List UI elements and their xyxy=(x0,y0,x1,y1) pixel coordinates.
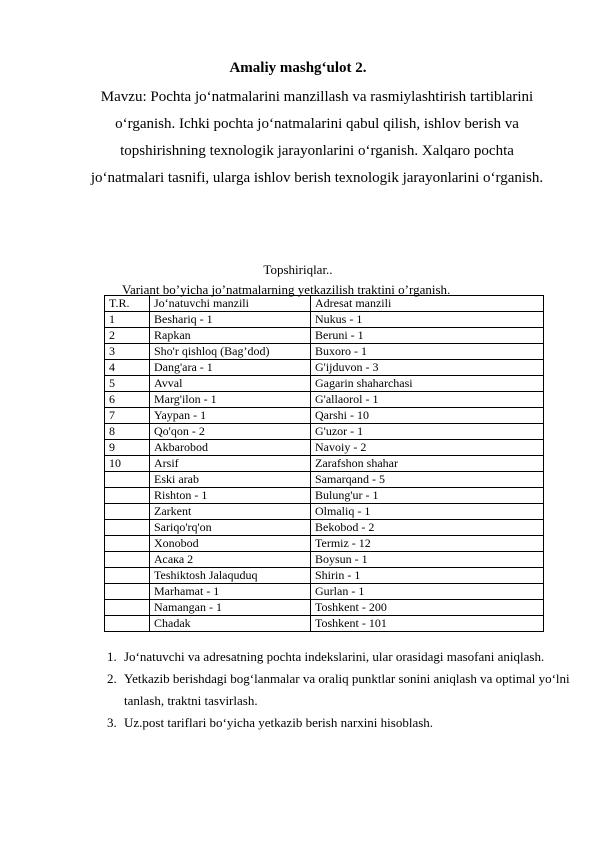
cell-sender: Teshiktosh Jalaquduq xyxy=(150,568,311,584)
table-row xyxy=(105,456,544,472)
table-row xyxy=(105,440,544,456)
table-row xyxy=(105,616,544,632)
task-list xyxy=(102,646,570,734)
task-item: 1. Jo‘natuvchi va adresatning pochta indekslarini, ular orasidagi masofani aniqlash. xyxy=(120,646,570,668)
cell-recipient: G'ijduvon - 3 xyxy=(311,360,544,376)
cell-number: 6 xyxy=(105,392,150,408)
cell-recipient: Samarqand - 5 xyxy=(311,472,544,488)
cell-recipient: Shirin - 1 xyxy=(311,568,544,584)
cell-number xyxy=(105,600,150,616)
cell-number: 9 xyxy=(105,440,150,456)
cell-recipient: Olmaliq - 1 xyxy=(311,504,544,520)
cell-number: 3 xyxy=(105,344,150,360)
cell-recipient: Bulung'ur - 1 xyxy=(311,488,544,504)
cell-number xyxy=(105,552,150,568)
cell-sender: Sariqo'rq'on xyxy=(150,520,311,536)
table-row xyxy=(105,584,544,600)
cell-recipient: G'uzor - 1 xyxy=(311,424,544,440)
cell-sender: Beshariq - 1 xyxy=(150,312,311,328)
cell-sender: Yaypan - 1 xyxy=(150,408,311,424)
table-header-row xyxy=(105,296,544,312)
table-row xyxy=(105,328,544,344)
cell-recipient: Navoiy - 2 xyxy=(311,440,544,456)
cell-sender: Zarkent xyxy=(150,504,311,520)
table-row xyxy=(105,360,544,376)
cell-recipient: Buxoro - 1 xyxy=(311,344,544,360)
cell-number: 4 xyxy=(105,360,150,376)
cell-sender: Arsif xyxy=(150,456,311,472)
cell-sender: Namangan - 1 xyxy=(150,600,311,616)
cell-recipient: Nukus - 1 xyxy=(311,312,544,328)
cell-sender: Chadak xyxy=(150,616,311,632)
header-cell-number: T.R. xyxy=(105,296,150,312)
cell-sender: Eski arab xyxy=(150,472,311,488)
cell-number: 10 xyxy=(105,456,150,472)
table-row xyxy=(105,600,544,616)
table-row xyxy=(105,504,544,520)
cell-recipient: Boysun - 1 xyxy=(311,552,544,568)
header-cell-recipient: Adresat manzili xyxy=(311,296,544,312)
cell-number xyxy=(105,584,150,600)
table-row xyxy=(105,552,544,568)
page-title: Amaliy mashg‘ulot 2. xyxy=(229,60,367,76)
table-row xyxy=(105,408,544,424)
cell-recipient: Beruni - 1 xyxy=(311,328,544,344)
cell-sender: Sho'r qishloq (Bag’dod) xyxy=(150,344,311,360)
cell-number: 5 xyxy=(105,376,150,392)
cell-recipient: Gurlan - 1 xyxy=(311,584,544,600)
cell-sender: Rapkan xyxy=(150,328,311,344)
cell-number xyxy=(105,472,150,488)
cell-recipient: Termiz - 12 xyxy=(311,536,544,552)
table-row xyxy=(105,472,544,488)
cell-recipient: Bekobod - 2 xyxy=(311,520,544,536)
cell-sender: Qo'qon - 2 xyxy=(150,424,311,440)
cell-sender: Akbarobod xyxy=(150,440,311,456)
cell-sender: Rishton - 1 xyxy=(150,488,311,504)
cell-recipient: Gagarin shaharchasi xyxy=(311,376,544,392)
cell-recipient: Zarafshon shahar xyxy=(311,456,544,472)
cell-number xyxy=(105,488,150,504)
cell-recipient: Toshkent - 200 xyxy=(311,600,544,616)
topic-paragraph: Mavzu: Pochta jo‘natmalarini manzillash va rasmiylashtirish tartiblarini o‘rganish. Ichki pochta jo‘natmalarini qabul qilish, ishlov berish va topshirishning texnologik jarayonlarini o‘rganish. Xalqaro pochta jo‘natmalari tasnifi, ularga ishlov berish texnologik jarayonlarini o‘rganish. xyxy=(90,89,544,186)
table-row xyxy=(105,568,544,584)
table-row xyxy=(105,488,544,504)
cell-sender: Marhamat - 1 xyxy=(150,584,311,600)
table-row xyxy=(105,376,544,392)
cell-number xyxy=(105,520,150,536)
cell-number xyxy=(105,536,150,552)
task-item: 3. Uz.post tariflari bo‘yicha yetkazib berish narxini hisoblash. xyxy=(120,712,570,734)
cell-number: 7 xyxy=(105,408,150,424)
cell-sender: Marg'ilon - 1 xyxy=(150,392,311,408)
cell-recipient: Toshkent - 101 xyxy=(311,616,544,632)
table-row xyxy=(105,520,544,536)
cell-number xyxy=(105,504,150,520)
table-row xyxy=(105,392,544,408)
cell-number: 2 xyxy=(105,328,150,344)
tasks-heading: Topshiriqlar.. xyxy=(263,262,333,277)
cell-sender: Асака 2 xyxy=(150,552,311,568)
table-row xyxy=(105,312,544,328)
cell-recipient: Qarshi - 10 xyxy=(311,408,544,424)
table-row xyxy=(105,536,544,552)
intro-text: Variant bo’yicha jo’natmalarning yetkazilish traktini o’rganish. xyxy=(122,282,451,297)
table-row xyxy=(105,344,544,360)
cell-number: 1 xyxy=(105,312,150,328)
cell-sender: Dang'ara - 1 xyxy=(150,360,311,376)
header-cell-sender: Jo‘natuvchi manzili xyxy=(150,296,311,312)
address-table xyxy=(104,295,544,632)
cell-sender: Avval xyxy=(150,376,311,392)
cell-number: 8 xyxy=(105,424,150,440)
cell-sender: Xonobod xyxy=(150,536,311,552)
task-item: 2. Yetkazib berishdagi bog‘lanmalar va oraliq punktlar sonini aniqlash va optimal yo‘lni tanlash, traktni tasvirlash. xyxy=(120,668,570,712)
cell-number xyxy=(105,616,150,632)
cell-recipient: G'allaorol - 1 xyxy=(311,392,544,408)
cell-number xyxy=(105,568,150,584)
table-row xyxy=(105,424,544,440)
